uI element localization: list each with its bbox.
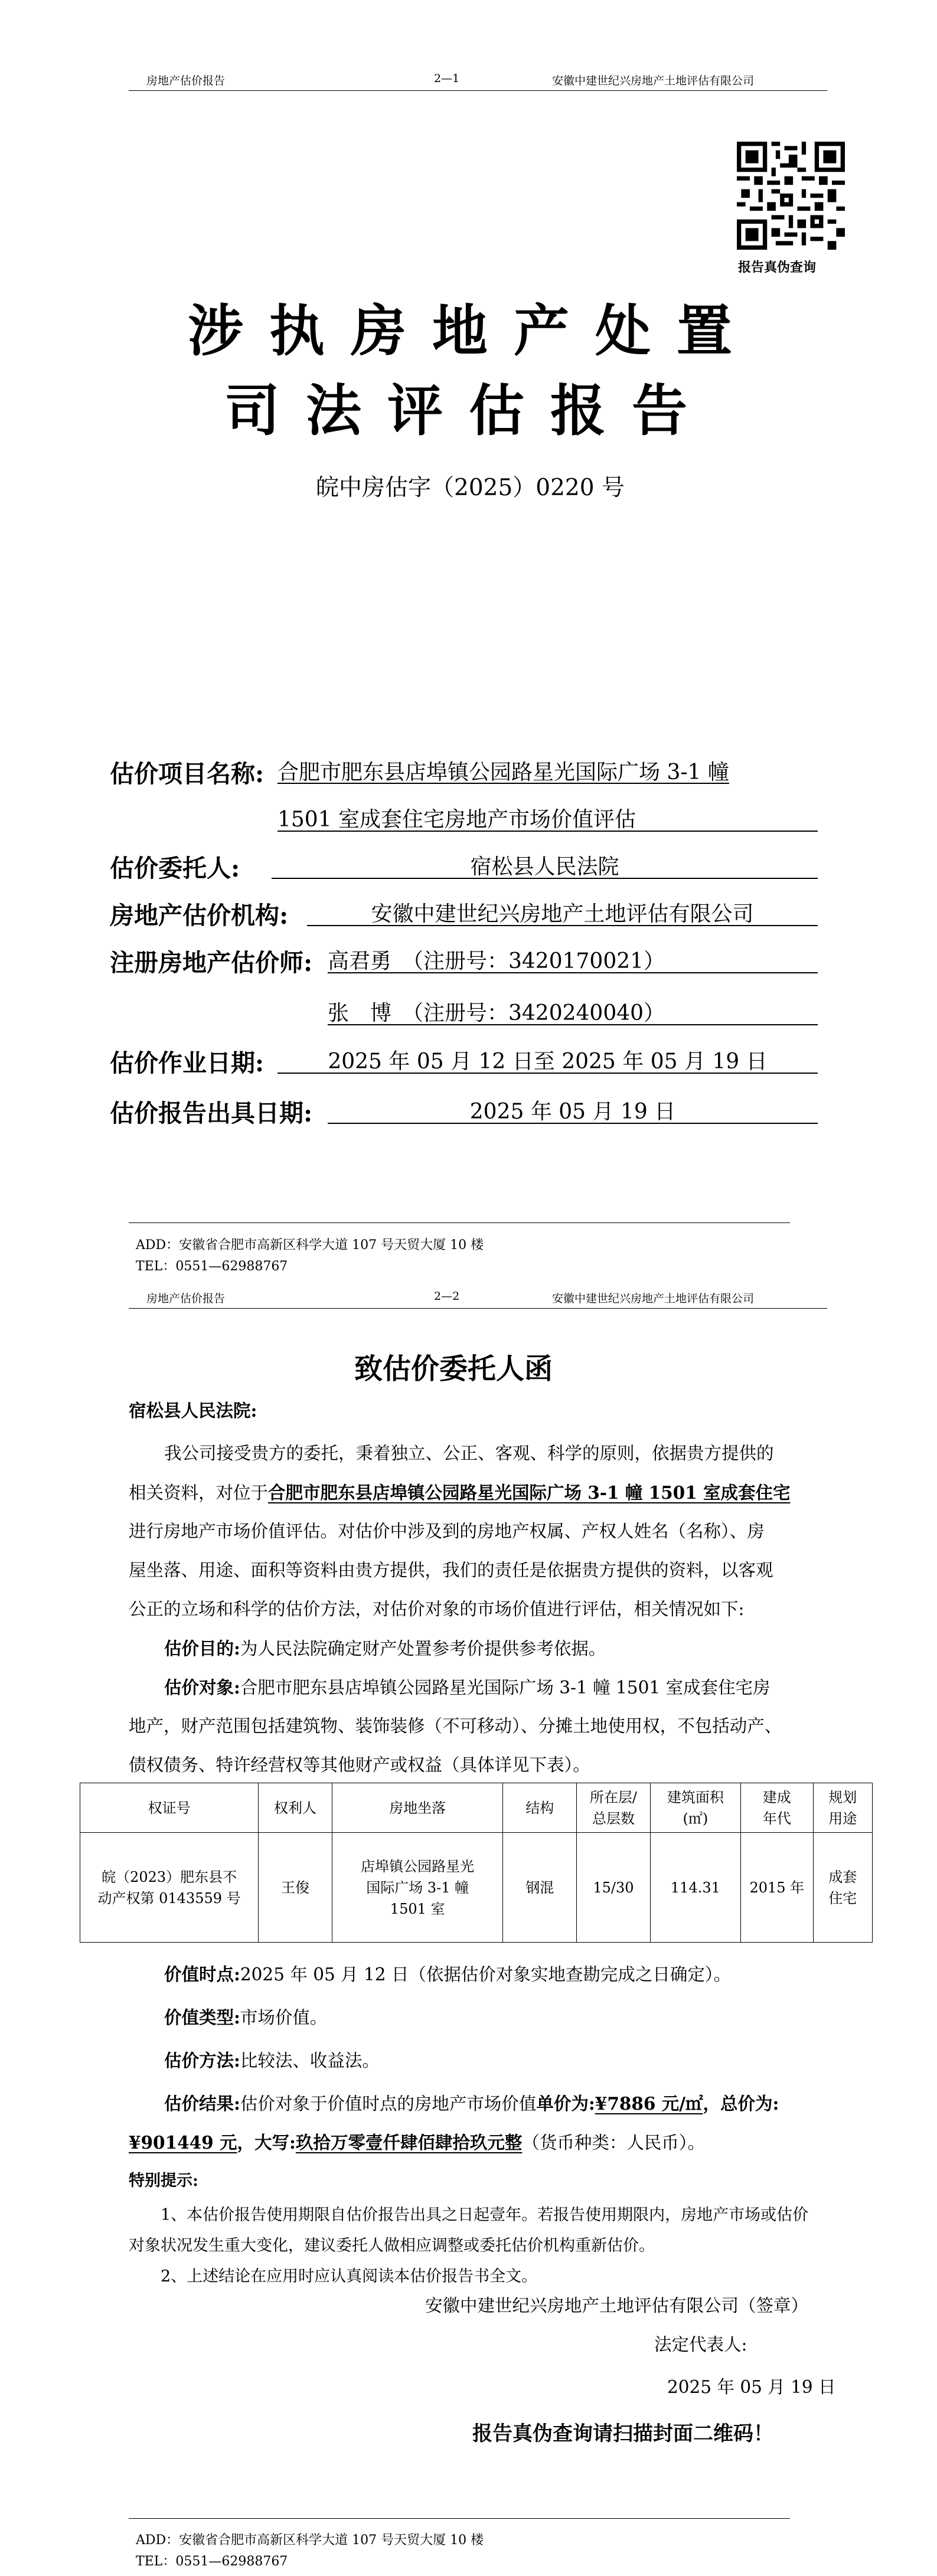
cell-use	[813, 1833, 872, 1943]
letter-property-address: 合肥市肥东县店埠镇公园路星光国际广场 3-1 幢 1501 室成套住宅	[268, 1482, 791, 1503]
header-use	[813, 1783, 872, 1833]
page2-footer-address: ADD：安徽省合肥市高新区科学大道 107 号天贸大厦 10 楼	[136, 2533, 484, 2548]
unit-price-value: ¥7886 元/㎡	[595, 2093, 703, 2114]
total-price-label: ，总价为:	[703, 2093, 779, 2114]
letter-para1-line4: 屋坐落、用途、面积等资料由贵方提供，我们的责任是依据贵方提供的资料，以客观	[129, 1560, 773, 1580]
header-area	[650, 1783, 740, 1833]
page1-header-page-number: 2—1	[434, 72, 460, 85]
value-time-value: 2025 年 05 月 12 日（依据估价对象实地查勘完成之日确定）。	[240, 1964, 732, 1985]
header-year	[741, 1783, 814, 1833]
purpose-value: 为人民法院确定财产处置参考价提供参考依据。	[240, 1639, 606, 1659]
tip2: 2、上述结论在应用时应认真阅读本估价报告书全文。	[161, 2267, 538, 2286]
page2-header-page-number: 2—2	[434, 1290, 460, 1303]
header-floor-1: 所在层/	[589, 1789, 637, 1806]
object-line1	[164, 1679, 770, 1697]
cell-owner: 王俊	[259, 1833, 332, 1943]
purpose-line	[164, 1640, 606, 1658]
value-time-label: 价值时点:	[164, 1964, 240, 1985]
page2-header-left: 房地产估价报告	[146, 1292, 226, 1305]
page2-footer-tel: TEL：0551—62988767	[136, 2554, 288, 2569]
header-floor	[577, 1783, 651, 1833]
property-table	[80, 1783, 873, 1943]
agency-underline	[307, 925, 818, 926]
letter-para1-line1: 我公司接受贵方的委托，秉着独立、公正、客观、科学的原则，依据贵方提供的	[164, 1443, 774, 1463]
value-time-line	[164, 1966, 731, 1984]
page2-header-rule	[129, 1308, 827, 1309]
page2-header-right: 安徽中建世纪兴房地产土地评估有限公司	[552, 1292, 755, 1305]
work-date-label: 估价作业日期:	[110, 1049, 265, 1077]
header-year-2: 年代	[762, 1810, 791, 1827]
cell-location-1: 店埠镇公园路星光	[361, 1858, 475, 1875]
table-row	[80, 1833, 873, 1943]
page1-footer-tel: TEL：0551—62988767	[136, 1259, 288, 1274]
cell-structure: 钢混	[503, 1833, 577, 1943]
object-line2: 地产，财产范围包括建筑物、装饰装修（不可移动）、分摊土地使用权，不包括动产、	[129, 1716, 782, 1736]
table-header-row	[80, 1783, 873, 1833]
result-line1	[164, 2095, 779, 2113]
project-name-value-line2: 1501 室成套住宅房地产市场价值评估	[277, 808, 636, 832]
page1-header-left: 房地产估价报告	[146, 74, 226, 87]
header-location: 房地坐落	[332, 1783, 503, 1833]
letter-para1-line2-prefix: 相关资料，对位于	[129, 1483, 269, 1503]
letter-addressee: 宿松县人民法院:	[129, 1400, 257, 1421]
method-label: 估价方法:	[164, 2050, 240, 2071]
appraiser-2-value: 张 博 （注册号：3420240040）	[328, 1001, 665, 1025]
sign-date: 2025 年 05 月 19 日	[667, 2377, 836, 2397]
cell-cert-1: 皖（2023）肥东县不	[102, 1868, 237, 1885]
object-line3: 债权债务、特许经营权等其他财产或权益（具体详见下表）。	[129, 1755, 590, 1775]
qr-caption: 报告真伪查询	[738, 260, 817, 275]
letter-para1-line3: 进行房地产市场价值评估。对估价中涉及到的房地产权属、产权人姓名（名称）、房	[129, 1521, 765, 1541]
tip1-line1: 1、本估价报告使用期限自估价报告出具之日起壹年。若报告使用期限内，房地产市场或估价	[161, 2206, 809, 2224]
cell-cert-2: 动产权第 0143559 号	[97, 1889, 241, 1907]
client-underline	[272, 878, 818, 879]
sign-company: 安徽中建世纪兴房地产土地评估有限公司（签章）	[425, 2296, 809, 2316]
header-area-2: (㎡)	[683, 1810, 709, 1827]
page1-header-right: 安徽中建世纪兴房地产土地评估有限公司	[552, 74, 755, 87]
work-date-underline	[277, 1073, 818, 1074]
currency-note: （货币种类：人民币）。	[522, 2133, 706, 2153]
result-line2	[129, 2134, 705, 2152]
cell-location-3: 1501 室	[390, 1900, 445, 1917]
letter-title: 致估价委托人函	[354, 1352, 553, 1385]
header-year-1: 建成	[762, 1789, 791, 1806]
cell-location	[332, 1833, 503, 1943]
object-value-line1: 合肥市肥东县店埠镇公园路星光国际广场 3-1 幢 1501 室成套住宅房	[240, 1678, 771, 1698]
page1-footer-address: ADD：安徽省合肥市高新区科学大道 107 号天贸大厦 10 楼	[136, 1238, 484, 1253]
cover-title-line1: 涉执房地产处置	[188, 299, 759, 364]
cell-use-2: 住宅	[828, 1889, 857, 1907]
unit-price-label: 单价为:	[536, 2093, 595, 2114]
result-label: 估价结果:	[164, 2093, 240, 2114]
total-price-value: ¥901449 元	[129, 2132, 237, 2153]
client-label: 估价委托人:	[110, 854, 240, 882]
cell-area: 114.31	[650, 1833, 740, 1943]
qr-code-icon[interactable]	[737, 142, 845, 250]
method-value: 比较法、收益法。	[240, 2051, 380, 2071]
page2-footer-rule	[129, 2518, 790, 2519]
sign-legal-rep: 法定代表人:	[654, 2335, 747, 2355]
header-use-2: 用途	[828, 1810, 857, 1827]
work-date-value: 2025 年 05 月 12 日至 2025 年 05 月 19 日	[328, 1050, 768, 1074]
appraiser-1-underline	[328, 972, 818, 973]
header-area-1: 建筑面积	[667, 1789, 724, 1806]
result-text: 估价对象于价值时点的房地产市场价值	[240, 2094, 537, 2114]
agency-label: 房地产估价机构:	[110, 901, 289, 930]
value-type-line	[164, 2009, 327, 2027]
method-line	[164, 2052, 380, 2070]
tips-title: 特别提示:	[129, 2172, 198, 2190]
cell-use-1: 成套	[828, 1868, 857, 1885]
value-type-label: 价值类型:	[164, 2007, 240, 2028]
object-label: 估价对象:	[164, 1677, 240, 1698]
appraiser-1-value: 高君勇 （注册号：3420170021）	[328, 949, 665, 973]
appraiser-label: 注册房地产估价师:	[110, 949, 313, 977]
issue-date-value: 2025 年 05 月 19 日	[469, 1100, 676, 1124]
header-owner: 权利人	[259, 1783, 332, 1833]
letter-para1-line2	[129, 1484, 791, 1502]
project-name-label: 估价项目名称:	[110, 760, 265, 788]
header-use-1: 规划	[828, 1789, 857, 1806]
header-cert: 权证号	[80, 1783, 259, 1833]
issue-date-label: 估价报告出具日期:	[110, 1099, 313, 1127]
issue-date-underline	[328, 1123, 818, 1124]
cell-cert	[80, 1833, 259, 1943]
client-value: 宿松县人民法院	[470, 855, 619, 879]
tip1-line2: 对象状况发生重大变化，建议委托人做相应调整或委托估价机构重新估价。	[129, 2237, 655, 2255]
project-name-underline2	[277, 831, 818, 832]
capital-label: ，大写:	[237, 2132, 296, 2153]
header-floor-2: 总层数	[592, 1810, 635, 1827]
value-type-value: 市场价值。	[240, 2008, 328, 2028]
cover-title-line2: 司法评估报告	[224, 378, 714, 443]
page1-footer-rule	[129, 1222, 790, 1223]
purpose-label: 估价目的:	[164, 1638, 240, 1659]
letter-para1-line5: 公正的立场和科学的估价方法，对估价对象的市场价值进行评估，相关情况如下:	[129, 1599, 745, 1619]
closing-notice: 报告真伪查询请扫描封面二维码！	[472, 2422, 773, 2446]
project-name-value-line1: 合肥市肥东县店埠镇公园路星光国际广场 3-1 幢	[277, 760, 729, 784]
header-structure: 结构	[503, 1783, 577, 1833]
cover-document-number: 皖中房估字（2025）0220 号	[316, 475, 625, 501]
cell-year: 2015 年	[741, 1833, 814, 1943]
cell-floor: 15/30	[577, 1833, 651, 1943]
agency-value: 安徽中建世纪兴房地产土地评估有限公司	[371, 902, 754, 926]
appraiser-2-underline	[328, 1024, 818, 1025]
cell-location-2: 国际广场 3-1 幢	[366, 1879, 469, 1896]
page1-header-rule	[129, 90, 827, 91]
capital-amount: 玖拾万零壹仟肆佰肆拾玖元整	[295, 2132, 523, 2153]
